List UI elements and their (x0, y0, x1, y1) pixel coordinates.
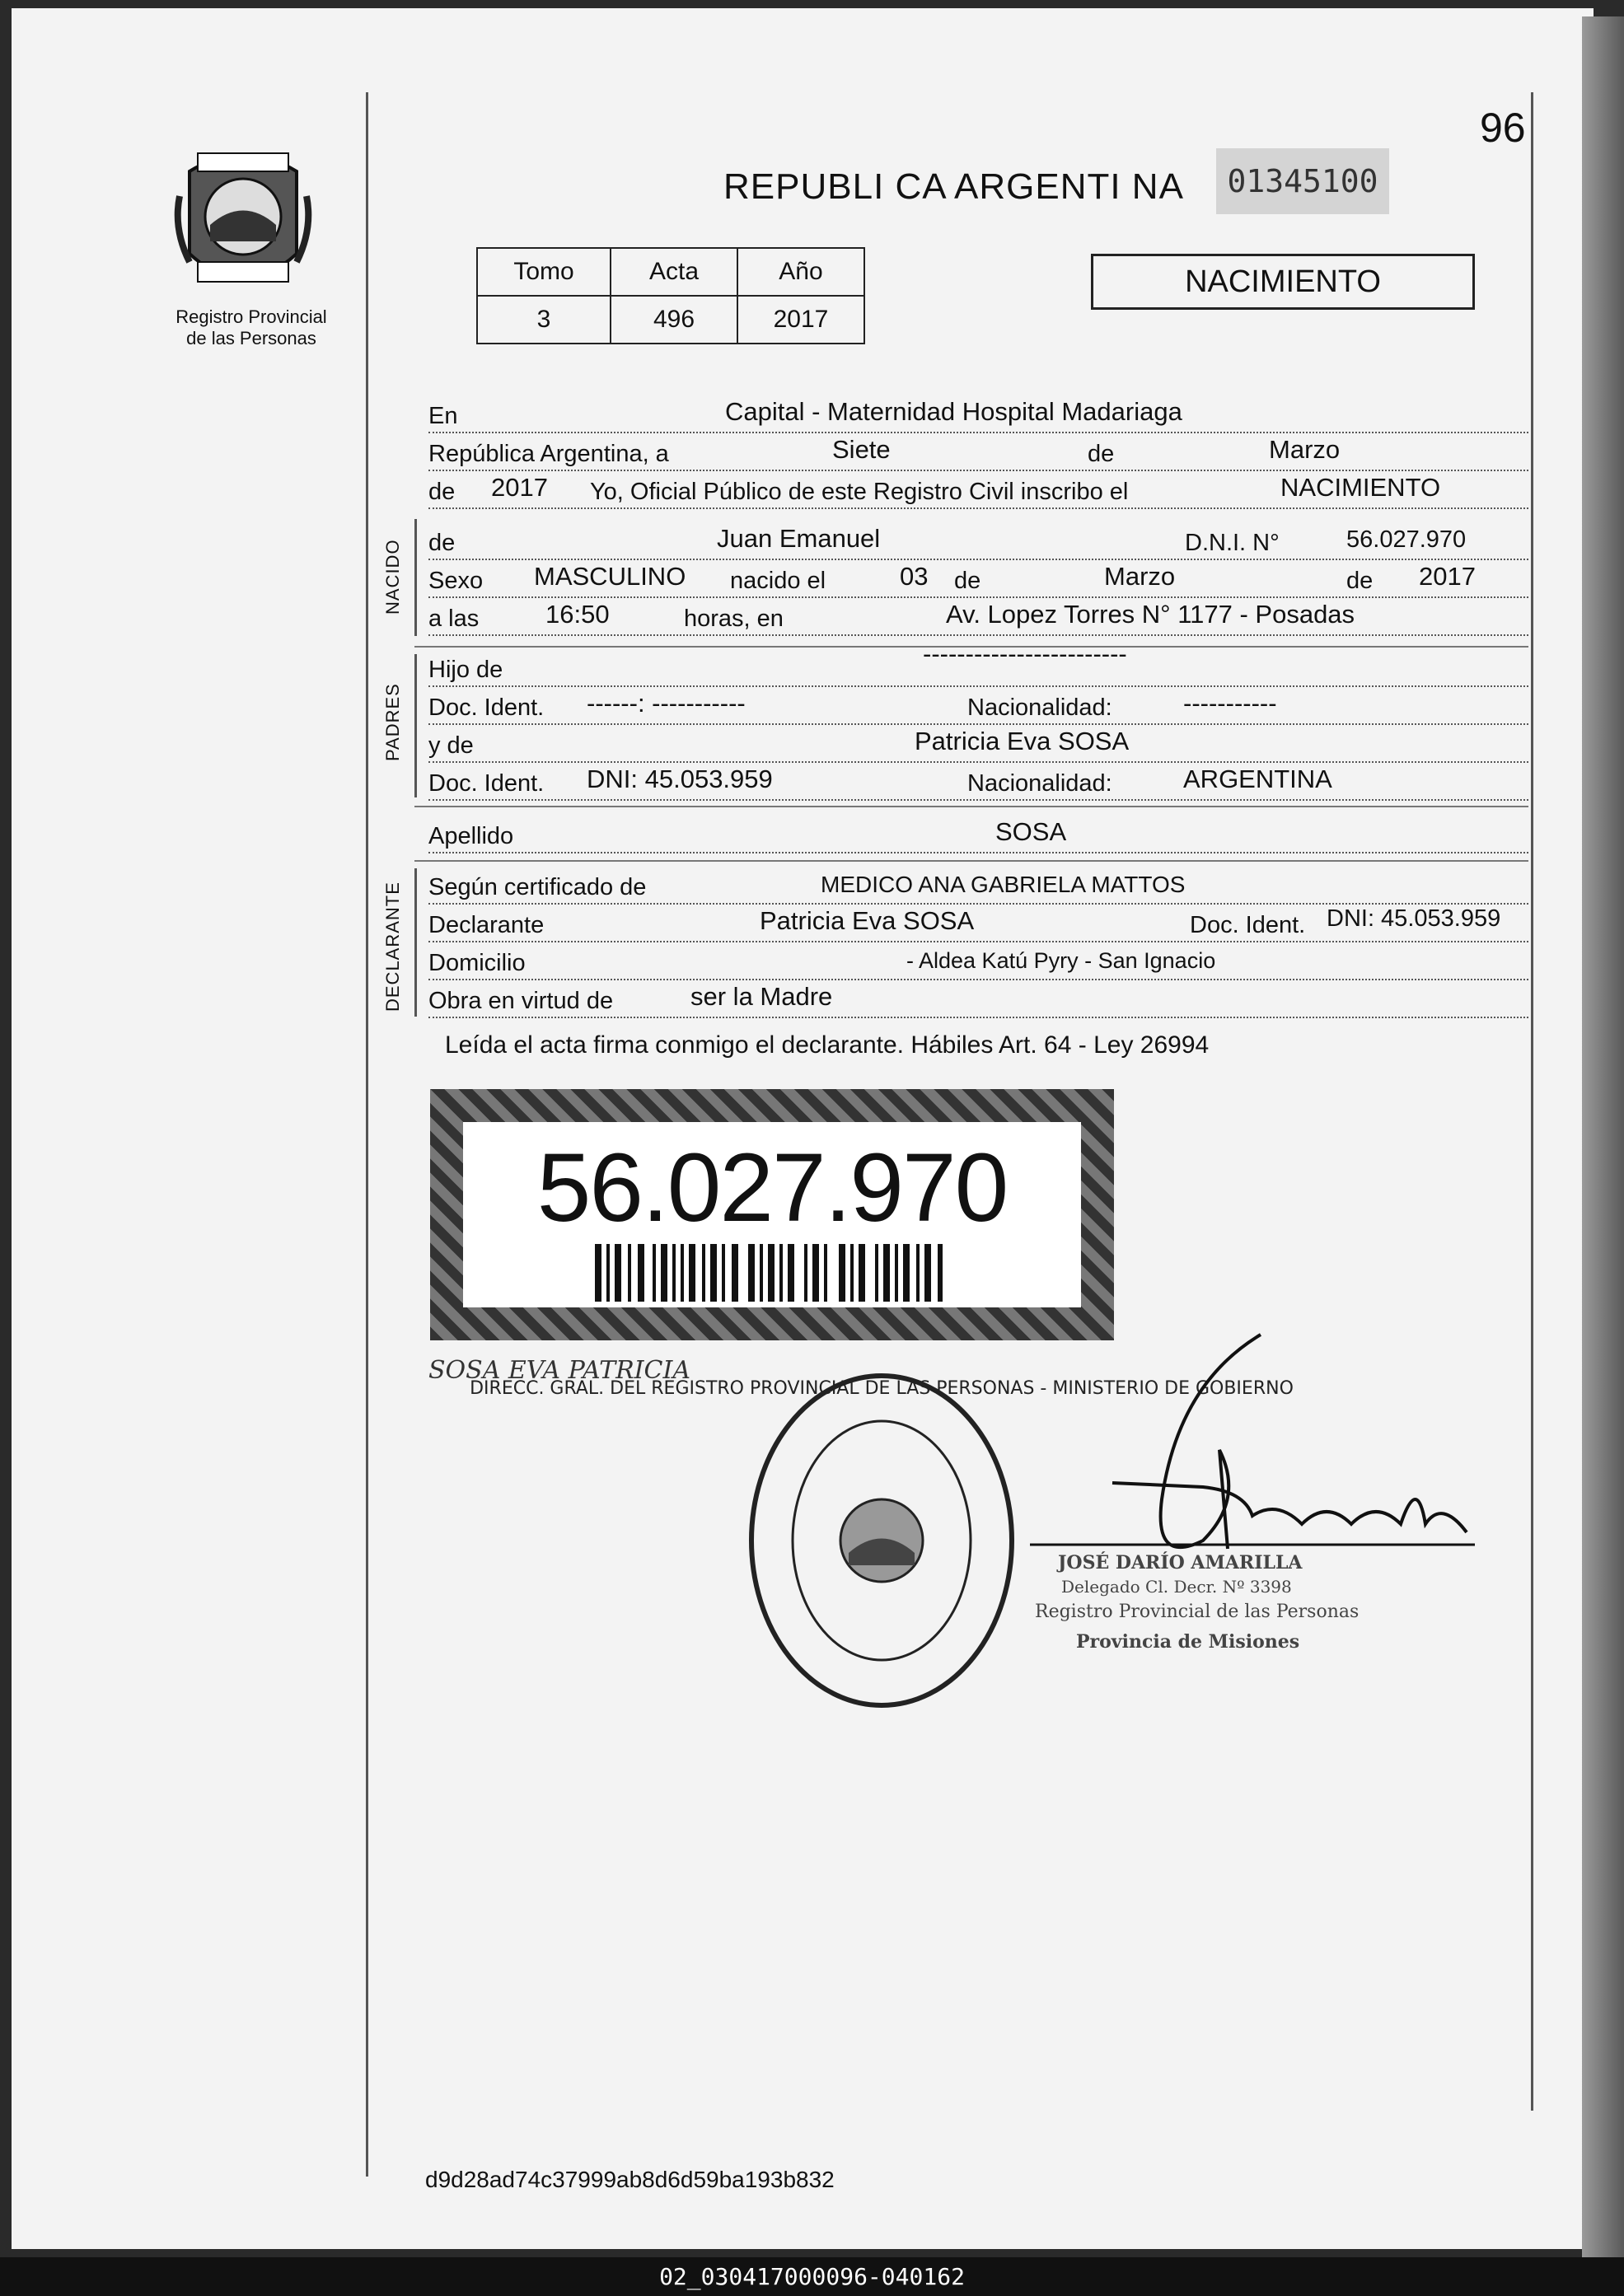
declarante-section-line (414, 868, 417, 1017)
label-hijo-de: Hijo de (428, 657, 503, 683)
signer-province: Provincia de Misiones (1076, 1631, 1300, 1653)
row-nacido-hora (428, 596, 1528, 636)
anio-value: 2017 (737, 296, 864, 344)
label-inscribo: Yo, Oficial Público de este Registro Civil inscribo el (590, 479, 1129, 505)
closing-statement: Leída el acta firma conmigo el declarante. Hábiles Art. 64 - Ley 26994 (445, 1031, 1210, 1059)
value-domicilio: - Aldea Katú Pyry - San Ignacio (906, 948, 1216, 973)
value-child-name: Juan Emanuel (717, 524, 881, 553)
divider-apellido-declarante (414, 860, 1528, 862)
label-apellido: Apellido (428, 823, 514, 849)
value-declarante-doc: DNI: 45.053.959 (1327, 905, 1501, 932)
label-a-las: a las (428, 606, 480, 632)
signer-org: Registro Provincial de las Personas (1035, 1602, 1360, 1622)
label-de-birth-year: de (1346, 568, 1374, 594)
value-act-type: NACIMIENTO (1280, 473, 1441, 502)
divider-padres-apellido (414, 806, 1528, 807)
label-padre-doc: Doc. Ident. (428, 694, 545, 721)
nacido-section-label: NACIDO (382, 539, 403, 615)
signer-role: Delegado Cl. Decr. Nº 3398 (1061, 1577, 1292, 1597)
row-declarante (428, 903, 1528, 942)
row-apellido (428, 814, 1528, 853)
label-sexo: Sexo (428, 568, 484, 594)
row-padre-doc (428, 685, 1528, 725)
value-padre-doc: ------: ----------- (587, 689, 746, 718)
label-horas-en: horas, en (684, 606, 784, 632)
label-dni: D.N.I. N° (1185, 530, 1280, 556)
barcode-dni-number: 56.027.970 (536, 1134, 1008, 1242)
value-birth-place: Av. Lopez Torres N° 1177 - Posadas (946, 600, 1355, 629)
page-number: 96 (1480, 105, 1526, 151)
label-republica: República Argentina, a (428, 441, 669, 467)
row-place (428, 394, 1528, 433)
acta-value: 496 (611, 296, 737, 344)
footer-filename: 02_030417000096-040162 (0, 2257, 1624, 2296)
label-nacido-el: nacido el (730, 568, 826, 594)
value-month: Marzo (1269, 435, 1341, 464)
value-birth-year: 2017 (1419, 562, 1476, 591)
padres-section-label: PADRES (382, 683, 403, 761)
left-margin-line (366, 92, 368, 2177)
document-hash: d9d28ad74c37999ab8d6d59ba193b832 (425, 2167, 835, 2192)
value-child-dni: 56.027.970 (1346, 526, 1467, 553)
registry-label (132, 306, 371, 349)
barcode-bars (595, 1244, 949, 1302)
label-madre-doc: Doc. Ident. (428, 770, 545, 797)
label-de-birth-month: de (954, 568, 981, 594)
province-coat-of-arms-logo (173, 147, 313, 295)
row-nacido-sexo (428, 559, 1528, 598)
nacido-section-line (414, 519, 417, 636)
barcode-inner-panel (463, 1122, 1081, 1307)
label-de-name: de (428, 530, 456, 556)
value-madre-nacionalidad: ARGENTINA (1183, 765, 1332, 793)
seal-text: DIRECC. GRAL. DEL REGISTRO PROVINCIAL DE LAS PERSONAS - MINISTERIO DE GOBIERNO (470, 1378, 1294, 1399)
row-domicilio (428, 941, 1528, 980)
act-type-box: NACIMIENTO (1091, 254, 1475, 310)
value-declarante: Patricia Eva SOSA (760, 906, 975, 935)
label-domicilio: Domicilio (428, 950, 526, 976)
label-padre-nacionalidad: Nacionalidad: (967, 694, 1112, 721)
value-padre: ------------------------ (923, 639, 1127, 668)
label-declarante-doc: Doc. Ident. (1190, 912, 1306, 938)
row-nacido-name (428, 521, 1528, 560)
declarante-section-label: DECLARANTE (382, 881, 403, 1012)
document-title: REPUBLI CA ARGENTI NA (723, 166, 1184, 207)
row-year (428, 470, 1528, 509)
row-madre-doc (428, 761, 1528, 801)
value-birth-day: 03 (900, 562, 929, 591)
label-obra: Obra en virtud de (428, 988, 614, 1014)
value-padre-nacionalidad: ----------- (1183, 689, 1277, 718)
value-place: Capital - Maternidad Hospital Madariaga (725, 397, 1182, 426)
serial-number: 01345100 (1216, 148, 1389, 214)
label-certificado: Según certificado de (428, 874, 647, 900)
value-madre: Patricia Eva SOSA (915, 727, 1130, 755)
value-birth-month: Marzo (1104, 562, 1176, 591)
registry-line2: de las Personas (186, 328, 316, 348)
row-y-de (428, 723, 1528, 763)
dni-barcode-label (430, 1089, 1114, 1340)
value-sexo: MASCULINO (534, 562, 686, 591)
label-de-year: de (428, 479, 456, 505)
value-day: Siete (832, 435, 891, 464)
label-en: En (428, 403, 458, 429)
label-y-de: y de (428, 732, 474, 759)
value-obra: ser la Madre (690, 982, 833, 1011)
tomo-value: 3 (477, 296, 611, 344)
handwritten-note: SOSA EVA PATRICIA (428, 1356, 691, 1385)
row-hijo-de (428, 639, 1528, 687)
right-margin-line (1531, 92, 1533, 2111)
page-edge-shadow (1582, 16, 1624, 2257)
value-hora: 16:50 (545, 600, 610, 629)
tomo-header: Tomo (477, 248, 611, 296)
acta-header: Acta (611, 248, 737, 296)
row-obra (428, 979, 1528, 1018)
row-date (428, 432, 1528, 471)
tomo-acta-table (476, 247, 865, 344)
row-certificado (428, 865, 1528, 905)
registry-line1: Registro Provincial (176, 306, 327, 327)
signer-name: JOSÉ DARÍO AMARILLA (1058, 1552, 1303, 1574)
padres-section-line (414, 654, 417, 797)
label-de-month: de (1088, 441, 1115, 467)
label-declarante: Declarante (428, 912, 545, 938)
value-certificado: MEDICO ANA GABRIELA MATTOS (821, 872, 1186, 897)
value-year: 2017 (491, 473, 548, 502)
anio-header: Año (737, 248, 864, 296)
value-madre-doc: DNI: 45.053.959 (587, 765, 773, 793)
label-madre-nacionalidad: Nacionalidad: (967, 770, 1112, 797)
value-apellido: SOSA (995, 817, 1067, 846)
